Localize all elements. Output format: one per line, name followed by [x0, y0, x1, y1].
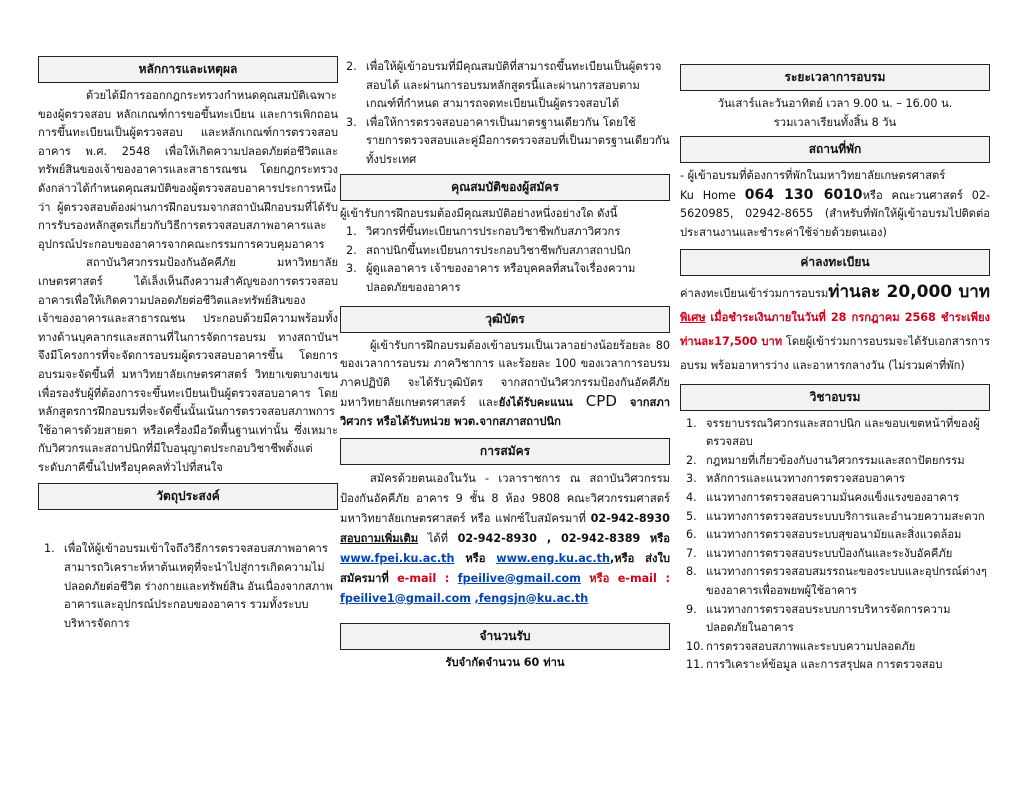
certificate-text: ผู้เข้ารับการฝึกอบรมต้องเข้าอบรมเป็นเวลาอย่างน้อยร้อยละ 80 ของเวลาการอบรม ภาควิชาการ และร้อยละ 100 ของเวลาการอบรมภาคปฏิบัติ จะได้รับวุฒิบัตร จากสถาบันวิศวกรรมป้องกันอัคคีภัย มหาวิทยาลัยเกษตรศาสตร์ และ — [340, 338, 670, 410]
subject-item: 6. แนวทางการตรวจสอบระบบสุขอนามัยและสิ่งแวดล้อม — [686, 528, 962, 542]
certificate-paragraph — [340, 337, 670, 432]
objective-item-text: เพื่อให้ผู้เข้าอบรมที่มีคุณสมบัติที่สามารถขึ้นทะเบียนเป็นผู้ตรวจสอบได้ และผ่านการอบรมหลักสูตรนี้และผ่านการสอบตามเกณฑ์ที่กำหนด สามารถจดทะเบียนเป็นผู้ตรวจสอบได้ — [366, 60, 662, 111]
fee-amount: ท่านละ 20,000 บาท — [828, 281, 990, 302]
objective-item-text: เพื่อให้การตรวจสอบอาคารเป็นมาตรฐานเดียวกัน โดยใช้รายการตรวจสอบและคู่มือการตรวจสอบที่เป็นมาตรฐานเดียวกันทั้งประเทศ — [366, 115, 670, 166]
objective-item-3: 3. เพื่อให้การตรวจสอบอาคารเป็นมาตรฐานเดียวกัน โดยใช้รายการตรวจสอบและคู่มือการตรวจสอบที่เป็นมาตรฐานเดียวกันทั้งประเทศ — [346, 115, 670, 166]
apply-more-info: สอบถามเพิ่มเติม — [340, 531, 419, 545]
subject-text: การวิเคราะห์ข้อมูล และการสรุปผล การตรวจสอบ — [706, 658, 943, 672]
objective-list-part1 — [38, 540, 338, 633]
qualification-item-2: 2. สถาปนิกขึ้นทะเบียนการประกอบวิชาชีพกับสภาสถาปนิก — [346, 243, 631, 257]
objective-list-part2 — [340, 58, 670, 170]
objective-item-2: 2. เพื่อให้ผู้เข้าอบรมที่มีคุณสมบัติที่สามารถขึ้นทะเบียนเป็นผู้ตรวจสอบได้ และผ่านการอบรมหลักสูตรนี้และผ่านการสอบตามเกณฑ์ที่กำหนด สามารถจดทะเบียนเป็นผู้ตรวจสอบได้ — [346, 60, 662, 111]
email-label: e-mail : — [397, 571, 450, 585]
subject-text: แนวทางการตรวจสอบสมรรถนะของระบบและอุปกรณ์ต่างๆ ของอาคารเพื่ออพยพผู้ใช้อาคาร — [706, 565, 987, 597]
seats-header: จำนวนรับ — [340, 623, 670, 650]
certificate-bold: ยังได้รับคะแนน — [498, 396, 573, 410]
certificate-bold-2: จากสภาวิศวกร หรือได้รับหน่วย พวต.จากสภาสถาปนิก — [340, 396, 670, 428]
subject-text: แนวทางการตรวจสอบระบบบริการและอำนวยความสะดวก — [706, 509, 985, 523]
apply-text: สมัครด้วยตนเองในวัน - เวลาราชการ ณ สถาบันวิศวกรรมป้องกันอัคคีภัย อาคาร 9 ชั้น 8 ห้อง 9808 คณะวิศวกรรมศาสตร์ มหาวิทยาลัยเกษตรศาสตร์ หรือ แฟกซ์ใบสมัครมาที่ — [340, 471, 670, 525]
fee-header: ค่าลงทะเบียน — [680, 249, 990, 276]
period-header: ระยะเวลาการอบรม — [680, 64, 990, 91]
apply-fax: 02-942-8930 — [590, 511, 670, 525]
period-line-2: รวมเวลาเรียนทั้งสิ้น 8 วัน — [773, 115, 897, 129]
lodging-ku-home: Ku Home — [680, 188, 736, 202]
objective-header: วัตถุประสงค์ — [38, 483, 338, 510]
subject-text: การตรวจสอบสภาพและระบบความปลอดภัย — [706, 639, 916, 653]
apply-tel-prefix: ได้ที่ — [427, 531, 448, 545]
lodging-header: สถานที่พัก — [680, 136, 990, 163]
principle-header: หลักการและเหตุผล — [38, 56, 338, 83]
lodging-text: หรือ คณะวนศาสตร์ 02- 5620985, 02942-8655 (สำหรับที่พักให้ผู้เข้าอบรมไปติดต่อ ประสานงานและชำระค่าใช้จ่ายด้วยตนเอง) — [680, 188, 991, 239]
qualification-item-text: ผู้ดูแลอาคาร เจ้าของอาคาร หรือบุคคลที่สนใจเรื่องความปลอดภัยของอาคาร — [366, 262, 636, 294]
subject-item: 8. แนวทางการตรวจสอบสมรรถนะของระบบและอุปกรณ์ต่างๆ ของอาคารเพื่ออพยพผู้ใช้อาคาร — [686, 565, 987, 597]
apply-or: หรือ — [465, 551, 486, 565]
lodging-line-1: - ผู้เข้าอบรมที่ต้องการที่พักในมหาวิทยาลัยเกษตรศาสตร์ — [680, 169, 946, 183]
website-link-eng[interactable]: www.eng.ku.ac.th — [496, 551, 610, 565]
subject-item: 9. แนวทางการตรวจสอบระบบการบริหารจัดการความปลอดภัยในอาคาร — [686, 602, 951, 635]
subject-item: 10. การตรวจสอบสภาพและระบบความปลอดภัย — [686, 639, 916, 653]
objective-item-1: 1. เพื่อให้ผู้เข้าอบรมเข้าใจถึงวิธีการตรวจสอบสภาพอาคาร สามารถวิเคราะห์หาต้นเหตุที่จะนำไปสู่การเกิดความไม่ปลอดภัยต่อชีวิต ร่างกายและทรัพย์สิน อันเนื่องจากสภาพอาคารและอุปกรณ์ประกอบของอาคาร รวมทั้งระบบบริหารจัดการ — [44, 542, 333, 630]
subject-text: กฎหมายที่เกี่ยวข้องกับงานวิศวกรรมและสถาปัตยกรรม — [706, 453, 965, 467]
principle-paragraph-2: สถาบันวิศวกรรมป้องกันอัคคีภัย มหาวิทยาลัยเกษตรศาสตร์ ได้เล็งเห็นถึงความสำคัญของการตรวจสอบอาคารเพื่อให้เกิดความปลอดภัยต่อชีวิตและทรัพย์สินของเจ้าของอาคารและสาธารณชน ประกอบด้วยมีความพร้อมทั้งทางด้านบุคลากรและสถานที่ในการจัดการอบรม ทางสถาบันฯ จึงมีโครงการที่จะจัดการอบรมผู้ตรวจสอบอาคารขึ้น โดยการอบรมจะจัดขึ้นที่ มหาวิทยาลัยเกษตรศาสตร์ วิทยาเขตบางเขน เพื่อรองรับผู้ที่ต้องการจะขึ้นทะเบียนเป็นผู้ตรวจสอบอาคาร โดยหลักสูตรการฝึกอบรมที่จะจัดขึ้นนั้นเน้นการตรวจสอบสภาพการใช้อาคารด้วยสายตา หรือเครื่องมือวัดพื้นฐานเท่านั้น ซึ่งเหมาะกับวิศวกรและสถาปนิกที่มีใบอนุญาตประกอบวิชาชีพตั้งแต่ระดับภาคีขึ้นไปหรือบุคคลทั่วไปที่สนใจ — [38, 256, 338, 474]
email-label: e-mail : — [617, 571, 670, 585]
column-right — [680, 60, 990, 675]
apply-tel: 02-942-8930 , 02-942-8389 — [457, 531, 641, 545]
email-link-3[interactable]: ,fengsjn@ku.ac.th — [474, 591, 589, 605]
qualification-intro: ผู้เข้ารับการฝึกอบรมต้องมีคุณสมบัติอย่างหนึ่งอย่างใด ดังนี้ — [340, 206, 618, 220]
subject-item: 1. จรรยาบรรณวิศวกรและสถาปนิก และขอบเขตหน้าที่ของผู้ตรวจสอบ — [686, 416, 980, 449]
subject-item: 2. กฎหมายที่เกี่ยวข้องกับงานวิศวกรรมและสถาปัตยกรรม — [686, 453, 965, 467]
subject-item: 3. หลักการและแนวทางการตรวจสอบอาคาร — [686, 472, 906, 486]
column-left — [38, 52, 338, 633]
lodging-phone: 064 130 6010 — [744, 186, 863, 203]
qualification-list — [340, 223, 670, 297]
fee-special-label: พิเศษ — [680, 310, 706, 324]
fee-special-text: เมื่อชำระเงินภายในวันที่ 28 กรกฎาคม 2568 ชำระเพียง ท่านละ17,500 บาท — [680, 310, 990, 348]
subject-text: หลักการและแนวทางการตรวจสอบอาคาร — [706, 472, 906, 486]
subjects-list — [680, 415, 990, 675]
subject-item: 7. แนวทางการตรวจสอบระบบป้องกันและระงับอัคคีภัย — [686, 546, 953, 560]
seats-text: รับจำกัดจำนวน 60 ท่าน — [445, 655, 565, 669]
apply-or: หรือ — [649, 531, 671, 545]
email-link-1[interactable]: fpeilive@gmail.com — [457, 571, 581, 585]
subject-item: 11. การวิเคราะห์ข้อมูล และการสรุปผล การตรวจสอบ — [686, 658, 943, 672]
email-link-2[interactable]: fpeilive1@gmail.com — [340, 591, 471, 605]
apply-header: การสมัคร — [340, 438, 670, 465]
qualification-item-text: สถาปนิกขึ้นทะเบียนการประกอบวิชาชีพกับสภาสถาปนิก — [366, 243, 631, 257]
lodging-paragraph — [680, 186, 990, 243]
column-middle — [340, 58, 670, 672]
qualification-item-text: วิศวกรที่ขึ้นทะเบียนการประกอบวิชาชีพกับสภาวิศวกร — [366, 225, 621, 239]
fee-paragraph — [680, 280, 990, 378]
qualification-item-1: 1. วิศวกรที่ขึ้นทะเบียนการประกอบวิชาชีพกับสภาวิศวกร — [346, 225, 621, 239]
subject-text: แนวทางการตรวจสอบความมั่นคงแข็งแรงของอาคาร — [706, 490, 960, 504]
qualification-item-3: 3. ผู้ดูแลอาคาร เจ้าของอาคาร หรือบุคคลที่สนใจเรื่องความปลอดภัยของอาคาร — [346, 262, 636, 294]
fee-tail: โดยผู้เข้าร่วมการอบรมจะได้รับเอกสารการอบรม พร้อมอาหารว่าง และอาหารกลางวัน (ไม่รวมค่าที่พัก) — [680, 334, 991, 372]
subject-item: 4. แนวทางการตรวจสอบความมั่นคงแข็งแรงของอาคาร — [686, 490, 960, 504]
qualification-header: คุณสมบัติของผู้สมัคร — [340, 174, 670, 201]
subject-text: แนวทางการตรวจสอบระบบการบริหารจัดการความปลอดภัยในอาคาร — [706, 602, 951, 635]
subject-text: จรรยาบรรณวิศวกรและสถาปนิก และขอบเขตหน้าที่ของผู้ตรวจสอบ — [706, 416, 980, 449]
objective-item-text: เพื่อให้ผู้เข้าอบรมเข้าใจถึงวิธีการตรวจสอบสภาพอาคาร สามารถวิเคราะห์หาต้นเหตุที่จะนำไปสู่การเกิดความไม่ปลอดภัยต่อชีวิต ร่างกายและทรัพย์สิน อันเนื่องจากสภาพอาคารและอุปกรณ์ประกอบของอาคาร รวมทั้งระบบบริหารจัดการ — [64, 542, 333, 630]
apply-or: หรือ — [589, 571, 610, 585]
principle-paragraph-1: ด้วยได้มีการออกกฎกระทรวงกำหนดคุณสมบัติเฉพาะของผู้ตรวจสอบ หลักเกณฑ์การขอขึ้นทะเบียน และการเพิกถอนการขึ้นทะเบียนเป็นผู้ตรวจสอบ และหลักเกณฑ์การตรวจสอบอาคาร พ.ศ. 2548 เพื่อให้เกิดความปลอดภัยต่อชีวิตและทรัพย์สินของเจ้าของอาคารและสาธารณชน โดยกฎกระทรวงดังกล่าวได้กำหนดคุณสมบัติของผู้ตรวจสอบอาคารประการหนึ่งว่า ผู้ตรวจสอบต้องผ่านการฝึกอบรมจากสถาบันฝึกอบรมที่ได้รับการรับรองหลักสูตรเกี่ยวกับวิธีการตรวจสอบสภาพอาคารและอุปกรณ์ประกอบของอาคารจากคณะกรรมการควบคุมอาคาร — [38, 89, 338, 251]
apply-paragraph — [340, 469, 670, 609]
certificate-cpd: CPD — [585, 392, 617, 411]
period-line-1: วันเสาร์และวันอาทิตย์ เวลา 9.00 น. – 16.00 น. — [717, 97, 953, 110]
subject-text: แนวทางการตรวจสอบระบบสุขอนามัยและสิ่งแวดล้อม — [706, 528, 962, 542]
certificate-header: วุฒิบัตร — [340, 306, 670, 333]
apply-or: ,หรือ — [609, 551, 635, 565]
subject-item: 5. แนวทางการตรวจสอบระบบบริการและอำนวยความสะดวก — [686, 509, 985, 523]
subjects-header: วิชาอบรม — [680, 384, 990, 411]
apply-send: ส่งใบสมัครมาที่ — [340, 551, 671, 585]
subject-text: แนวทางการตรวจสอบระบบป้องกันและระงับอัคคีภัย — [706, 546, 953, 560]
website-link-fpei[interactable]: www.fpei.ku.ac.th — [340, 551, 455, 565]
fee-prefix: ค่าลงทะเบียนเข้าร่วมการอบรม — [680, 286, 829, 300]
